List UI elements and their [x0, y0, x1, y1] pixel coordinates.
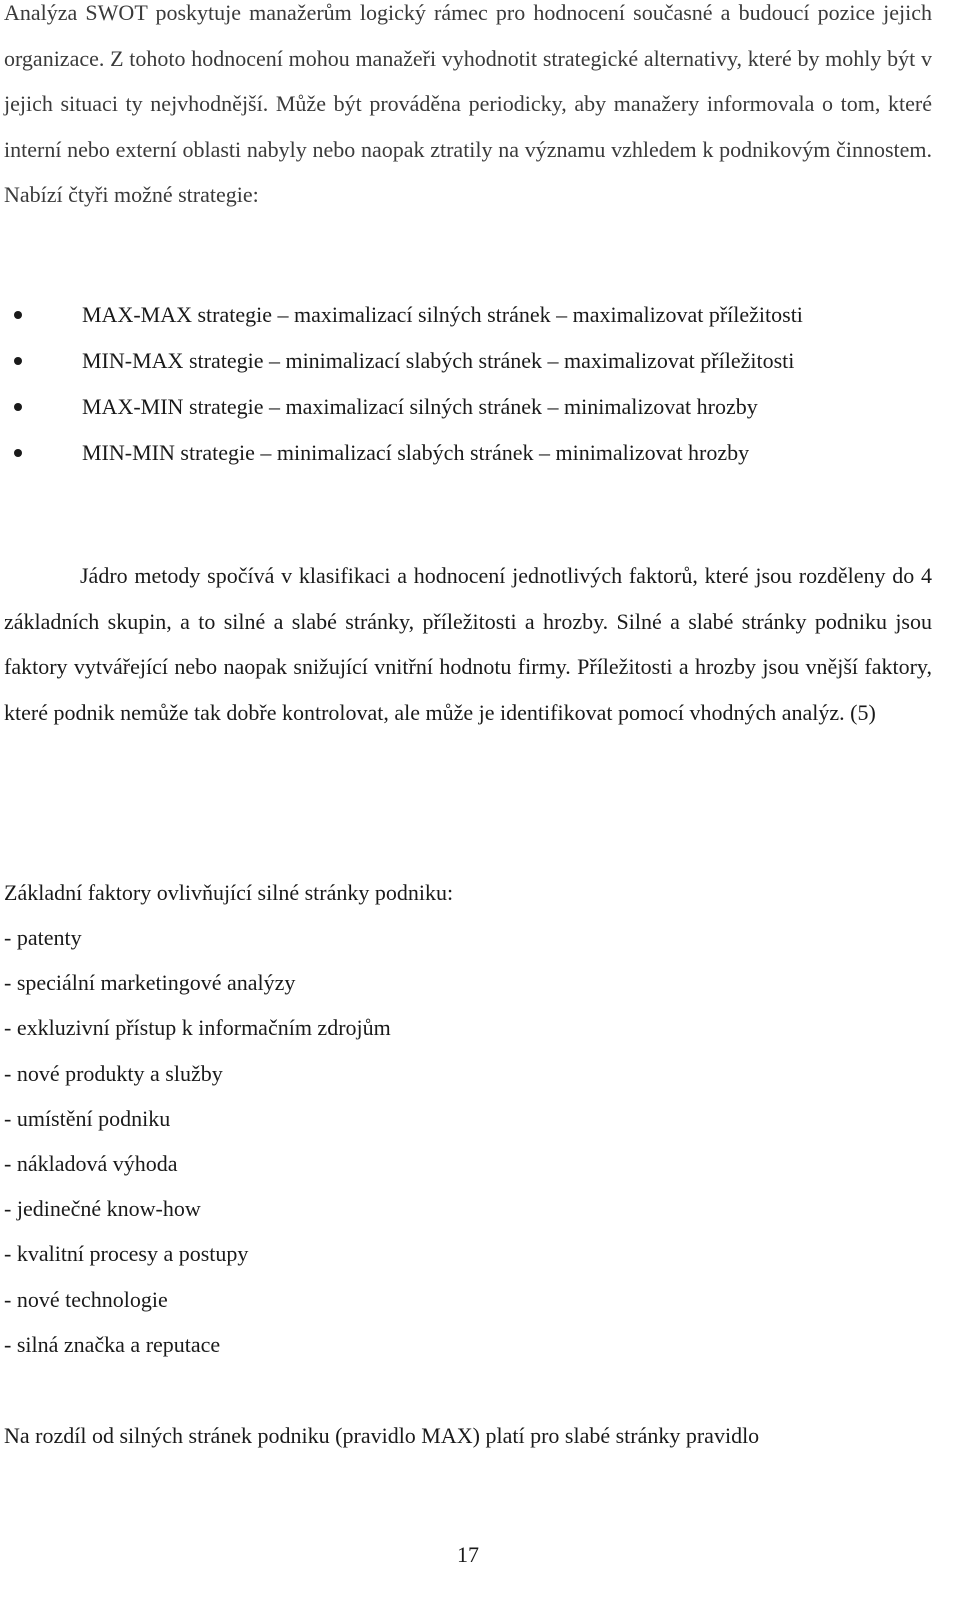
- bullet-icon: [14, 449, 22, 457]
- bullet-icon: [14, 357, 22, 365]
- list-item: - umístění podniku: [4, 1105, 171, 1131]
- intro-paragraph: Analýza SWOT poskytuje manažerům logický rámec pro hodnocení současné a budoucí pozice jejich organizace. Z tohoto hodnocení mohou manažeři vyhodnotit strategické alternativy, které by mohly být v jejich situaci ty nejvhodnější. Může být prováděna periodicky, aby manažery informovala o tom, které interní nebo externí oblasti nabyly nebo naopak ztratily na významu vzhledem k podnikovým činnostem. Nabízí čtyři možné strategie:: [4, 0, 932, 207]
- list-item: - kvalitní procesy a postupy: [4, 1241, 249, 1267]
- list-item: [0, 384, 932, 430]
- strategy-text: MAX-MIN strategie – maximalizací silných stránek – minimalizovat hrozby: [82, 394, 758, 419]
- list-item: - nové produkty a služby: [4, 1060, 223, 1086]
- list-item: - silná značka a reputace: [4, 1331, 221, 1357]
- list-item: - exkluzivní přístup k informačním zdrojům: [4, 1015, 391, 1041]
- factors-list: [4, 915, 391, 1367]
- tail-paragraph: Na rozdíl od silných stránek podniku (pravidlo MAX) platí pro slabé stránky pravidlo: [4, 1423, 760, 1448]
- list-item: - patenty: [4, 925, 82, 950]
- bullet-icon: [14, 403, 22, 411]
- strategy-list: [0, 292, 932, 476]
- strategy-text: MIN-MIN strategie – minimalizací slabých stránek – minimalizovat hrozby: [82, 440, 750, 465]
- list-item: [0, 338, 932, 384]
- list-item: - nové technologie: [4, 1286, 168, 1312]
- strategy-text: MAX-MAX strategie – maximalizací silných stránek – maximalizovat příležitosti: [82, 302, 803, 327]
- list-item: - jedinečné know-how: [4, 1196, 201, 1222]
- strategy-text: MIN-MAX strategie – minimalizací slabých stránek – maximalizovat příležitosti: [82, 348, 795, 373]
- list-item: - speciální marketingové analýzy: [4, 970, 296, 996]
- core-paragraph: Jádro metody spočívá v klasifikaci a hodnocení jednotlivých faktorů, které jsou rozděleny do 4 základních skupin, a to silné a slabé stránky, příležitosti a hrozby. Silné a slabé stránky podniku jsou faktory vytvářející nebo naopak snižující vnitřní hodnotu firmy. Příležitosti a hrozby jsou vnější faktory, které podnik nemůže tak dobře kontrolovat, ale může je identifikovat pomocí vhodných analýz. (5): [4, 563, 932, 725]
- list-item: [0, 292, 932, 338]
- list-item: - nákladová výhoda: [4, 1151, 178, 1177]
- bullet-icon: [14, 311, 22, 319]
- page-number: 17: [457, 1542, 479, 1567]
- factors-heading: Základní faktory ovlivňující silné stránky podniku:: [4, 880, 454, 905]
- list-item: [0, 430, 932, 476]
